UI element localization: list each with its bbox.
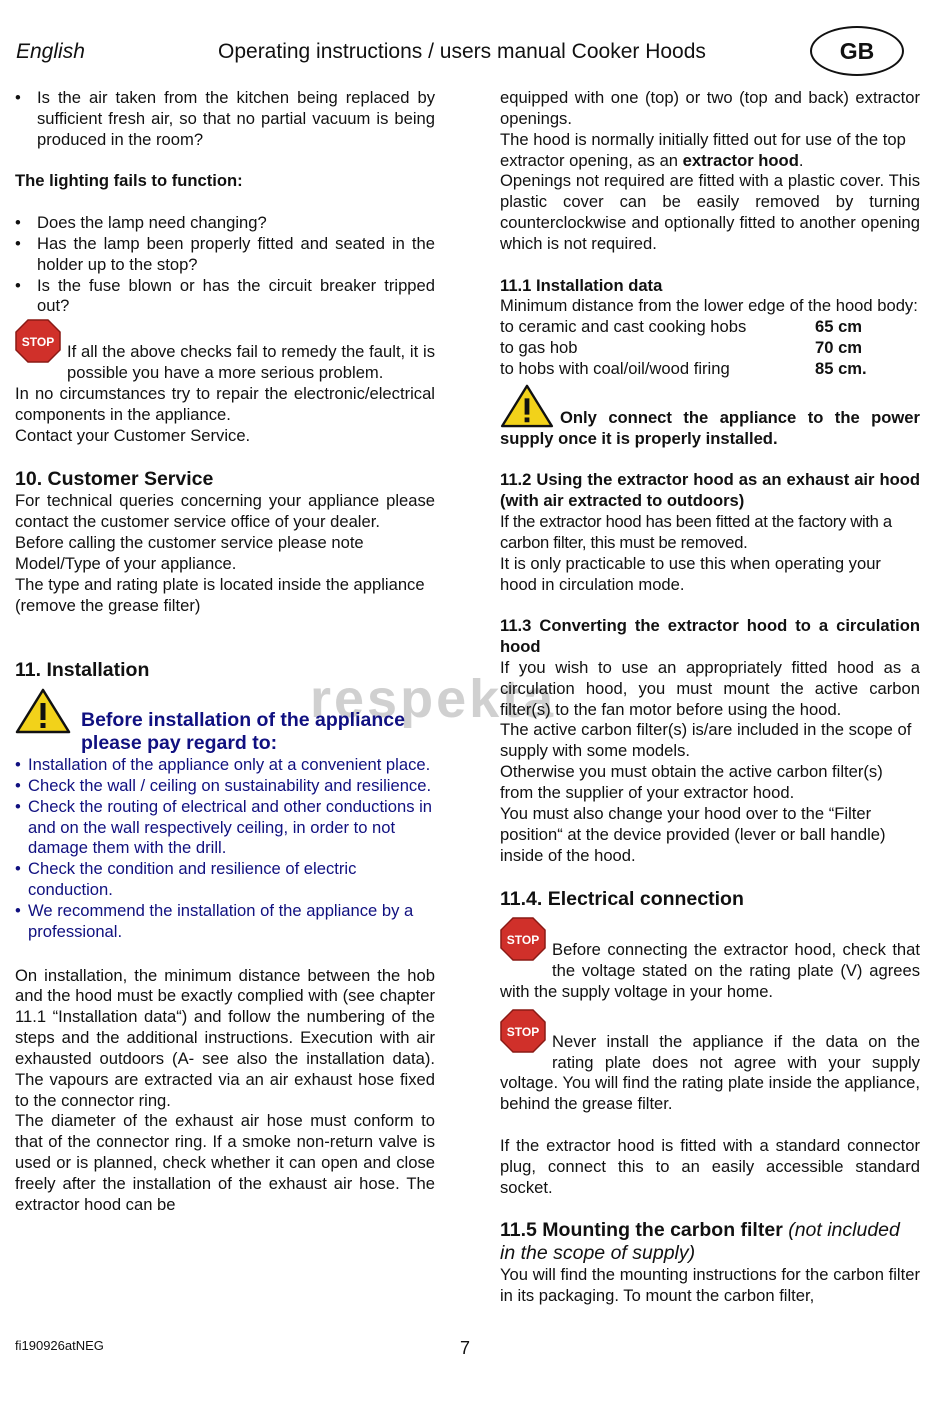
cs-paragraph-1: For technical queries concerning your appliance please contact the customer service office of your dealer. [15,491,435,532]
normally-text-end: . [798,150,804,170]
carbon-heading-line [500,1219,920,1265]
stop-paragraph-2: In no circumstances try to repair the electronic/electrical components in the appliance. [15,383,435,424]
normally-paragraph [500,130,920,172]
list-item: • We recommend the installation of the appliance by a professional. [15,901,435,943]
installation-data-row [500,359,920,380]
stop-paragraph-3: Contact your Customer Service. [15,425,251,445]
stop-icon-label: STOP [21,335,55,350]
row-label: to ceramic and cast cooking hobs [500,317,747,337]
convert-heading: 11.3 Converting the extractor hood to a circulation hood [500,616,920,657]
country-badge: GB [810,26,904,76]
continued-paragraph: equipped with one (top) or two (top and back) extractor openings. [500,88,920,128]
left-column [15,88,435,1216]
cs-paragraph-3: The type and rating plate is located inside the appliance (remove the grease filter) [15,574,425,615]
power-warning: Only connect the appliance to the power supply once it is properly installed. [500,407,920,448]
warning-icon [500,384,556,428]
row-value: 70 cm [815,338,863,358]
lighting-heading: The lighting fails to function: [15,171,243,191]
lighting-bullet-list [15,213,435,317]
exhaust-heading: 11.2 Using the extractor hood as an exhaust air hood (with air extracted to outdoors) [500,470,920,511]
carbon-heading-note: (not included in the scope of supply) [500,1219,900,1265]
stop-icon [500,917,548,961]
list-item: • Installation of the appliance only at a convenient place. [15,755,435,776]
list-item: • Does the lamp need changing? [15,213,435,234]
stop-paragraph: If all the above checks fail to remedy the fault, it is possible you have a more serious problem. [67,342,435,383]
openings-paragraph: Openings not required are fitted with a plastic cover. This plastic cover can be easily removed by turning counterclockwise and optionally fitted to another opening which is not required. [500,171,920,253]
list-item: • Check the wall / ceiling on sustainability and resilience. [15,776,435,797]
stop-icon-label: STOP [506,1024,540,1039]
warning-icon [15,688,71,734]
electrical-paragraph-1: Before connecting the extractor hood, check that the voltage stated on the rating plate (V) agrees with the supply voltage in your home. [500,940,920,1001]
extractor-hood-term: extractor hood [682,150,799,170]
convert-paragraph-2: The active carbon filter(s) is/are included in the scope of supply with some models. [500,720,912,761]
row-value: 65 cm [815,317,863,337]
convert-paragraph-1: If you wish to use an appropriately fitted hood as a circulation hood, you must mount the active carbon filter(s) to the fan motor before using the hood. [500,657,920,719]
list-item: • Has the lamp been properly fitted and seated in the holder up to the stop? [15,234,435,276]
installation-data-row [500,338,920,359]
list-item: • Is the fuse blown or has the circuit breaker tripped out? [15,276,435,318]
list-item: • Is the air taken from the kitchen being replaced by sufficient fresh air, so that no partial vacuum is being produced in the room? [15,88,435,151]
row-label: to gas hob [500,338,578,358]
list-item: • Check the routing of electrical and other conductions in and on the wall respectively ceiling, in order to not damage them with the drill. [15,797,435,860]
electrical-paragraph-2: Never install the appliance if the data on the rating plate does not agree with your supply voltage. You will find the rating plate inside the appliance, behind the grease filter. [500,1031,920,1114]
before-install-title: Before installation of the appliance please pay regard to: [81,709,405,755]
cs-paragraph-2: Before calling the customer service please note Model/Type of your appliance. [15,533,364,573]
row-label: to hobs with coal/oil/wood firing [500,358,730,378]
right-column [500,88,920,1307]
electrical-heading: 11.4. Electrical connection [500,888,744,911]
normally-text: The hood is normally initially fitted out for use of the top extractor opening, as an [500,129,906,170]
exhaust-paragraph-1: If the extractor hood has been fitted at the factory with a carbon filter, this must be removed. [500,512,892,552]
convert-paragraph-4: You must also change your hood over to the “Filter position“ at the device provided (lever or ball handle) inside of the hood. [500,803,886,865]
electrical-paragraph-3: If the extractor hood is fitted with a standard connector plug, connect this to an easily accessible standard socket. [500,1135,920,1197]
document-code: fi190926atNEG [15,1338,104,1353]
stop-icon [15,319,63,363]
language-label: English [16,40,85,63]
installation-data-heading: 11.1 Installation data [500,275,663,295]
watermark: respekta [310,669,557,729]
exhaust-paragraph-2: It is only practicable to use this when operating your hood in circulation mode. [500,553,881,594]
carbon-heading: 11.5 Mounting the carbon filter [500,1219,783,1242]
list-item: • Check the condition and resilience of electric conduction. [15,859,435,901]
before-install-list [15,755,435,943]
stop-icon-label: STOP [506,933,540,948]
page-number: 7 [460,1338,471,1358]
install-paragraph-1: On installation, the minimum distance between the hob and the hood must be exactly complied with (see chapter 11.1 “Installation data“) and follow the numbering of the steps and the additional instructions. Execution with air exhausted outdoors (A- see also the installation data). The vapours are extracted via an air exhaust hose fixed to the connector ring. [15,965,435,1110]
customer-service-heading: 10. Customer Service [15,468,214,491]
page-title: Operating instructions / users manual Cooker Hoods [218,40,706,63]
installation-data-intro: Minimum distance from the lower edge of the hood body: [500,296,918,316]
installation-data-row [500,317,920,338]
install-paragraph-2: The diameter of the exhaust air hose must conform to that of the connector ring. If a smoke non-return valve is used or is planned, check whether it can open and close freely after the installation of the exhaust air hose. The extractor hood can be [15,1111,435,1214]
carbon-paragraph: You will find the mounting instructions for the carbon filter in its packaging. To mount the carbon filter, [500,1265,920,1306]
stop-icon [500,1009,548,1053]
row-value: 85 cm. [815,358,867,378]
intro-bullet-list [15,88,435,151]
installation-heading: 11. Installation [15,659,150,682]
convert-paragraph-3: Otherwise you must obtain the active carbon filter(s) from the supplier of your extractor hood. [500,762,883,802]
